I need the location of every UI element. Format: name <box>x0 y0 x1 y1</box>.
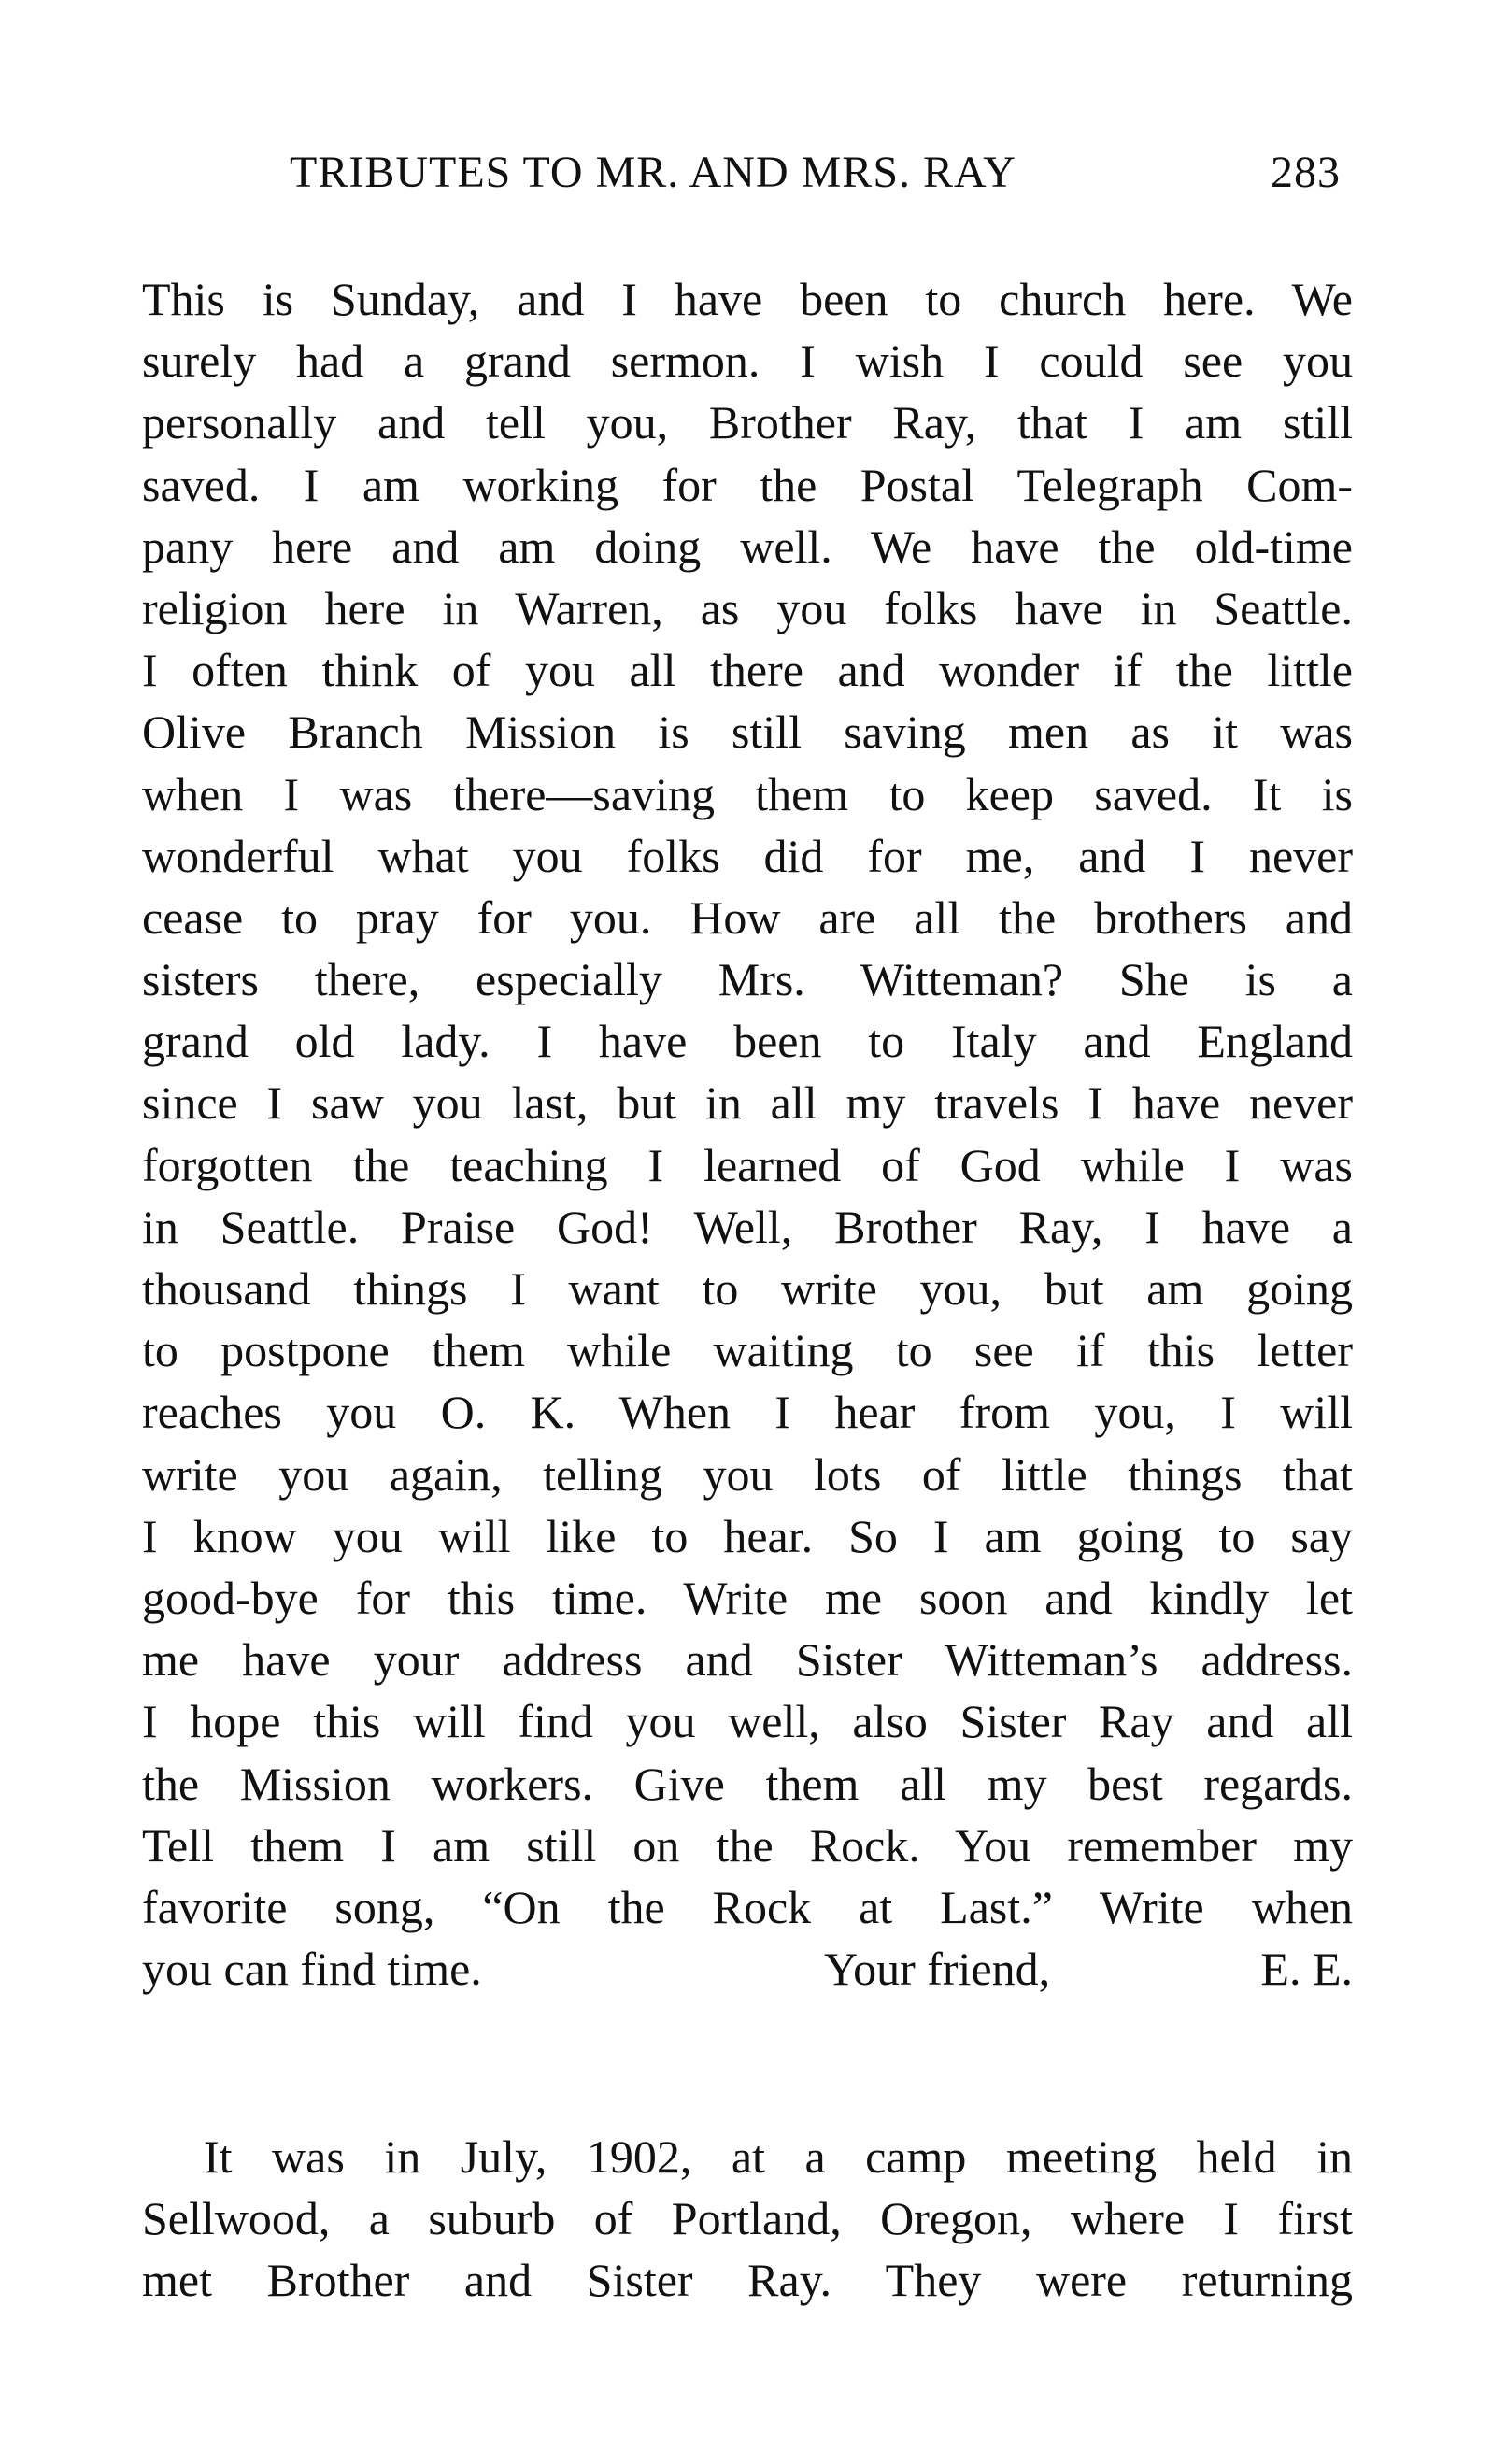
letter-line: good-bye for this time. Write me soon and kindly let <box>142 1571 1353 1624</box>
letter-line: Tell them I am still on the Rock. You remember my <box>142 1818 1353 1872</box>
letter-line: Olive Branch Mission is still saving men as it was <box>142 705 1353 759</box>
letter-line: surely had a grand sermon. I wish I could see you <box>142 335 1353 388</box>
letter-line: I hope this will find you well, also Sister Ray and all <box>142 1695 1353 1748</box>
letter-line: This is Sunday, and I have been to church here. We <box>142 273 1353 325</box>
letter-line: cease to pray for you. How are all the brothers and <box>142 890 1353 944</box>
letter-line: grand old lady. I have been to Italy and England <box>142 1015 1353 1068</box>
letter-line: write you again, telling you lots of little things that <box>142 1447 1353 1501</box>
letter-closing <box>142 1938 1353 2000</box>
letter-line: saved. I am working for the Postal Telegraph Com- <box>142 458 1353 511</box>
closing-text: you can find time. <box>142 1943 482 1996</box>
letter-line: pany here and am doing well. We have the old-time <box>142 520 1353 573</box>
letter-line: favorite song, “On the Rock at Last.” Write when <box>142 1880 1353 1933</box>
letter-line: me have your address and Sister Witteman’s address. <box>142 1633 1353 1687</box>
tribute-line: It was in July, 1902, at a camp meeting held in <box>204 2130 1353 2183</box>
letter-line: the Mission workers. Give them all my best regards. <box>142 1757 1353 1810</box>
letter-line: thousand things I want to write you, but am going <box>142 1262 1353 1315</box>
letter-line: in Seattle. Praise God! Well, Brother Ray, I have a <box>142 1200 1353 1253</box>
letter-line: reaches you O. K. When I hear from you, I will <box>142 1386 1353 1439</box>
letter-line: personally and tell you, Brother Ray, that I am still <box>142 396 1353 449</box>
tribute-paragraph <box>142 2126 1353 2312</box>
letter-line: when I was there—saving them to keep saved. It is <box>142 767 1353 820</box>
tribute-line: Sellwood, a suburb of Portland, Oregon, where I first <box>142 2192 1353 2245</box>
letter-line: religion here in Warren, as you folks have in Seattle. <box>142 581 1353 634</box>
running-title: TRIBUTES TO MR. AND MRS. RAY <box>290 148 1016 197</box>
letter-line: wonderful what you folks did for me, and I never <box>142 829 1353 882</box>
letter-line: forgotten the teaching I learned of God while I was <box>142 1138 1353 1191</box>
tribute-line: met Brother and Sister Ray. They were returning <box>142 2254 1353 2307</box>
closing-salutation: Your friend, <box>824 1943 1051 1996</box>
letter-line: I often think of you all there and wonder if the little <box>142 644 1353 697</box>
letter-line: to postpone them while waiting to see if this letter <box>142 1324 1353 1377</box>
letter-line: since I saw you last, but in all my travels I have never <box>142 1076 1353 1130</box>
letter-paragraph <box>142 268 1353 2000</box>
running-head <box>290 140 1341 206</box>
closing-signature: E. E. <box>1260 1943 1353 1996</box>
page-number: 283 <box>1271 148 1341 197</box>
letter-line: I know you will like to hear. So I am going to say <box>142 1509 1353 1562</box>
letter-line: sisters there, especially Mrs. Witteman? She is a <box>142 953 1353 1006</box>
